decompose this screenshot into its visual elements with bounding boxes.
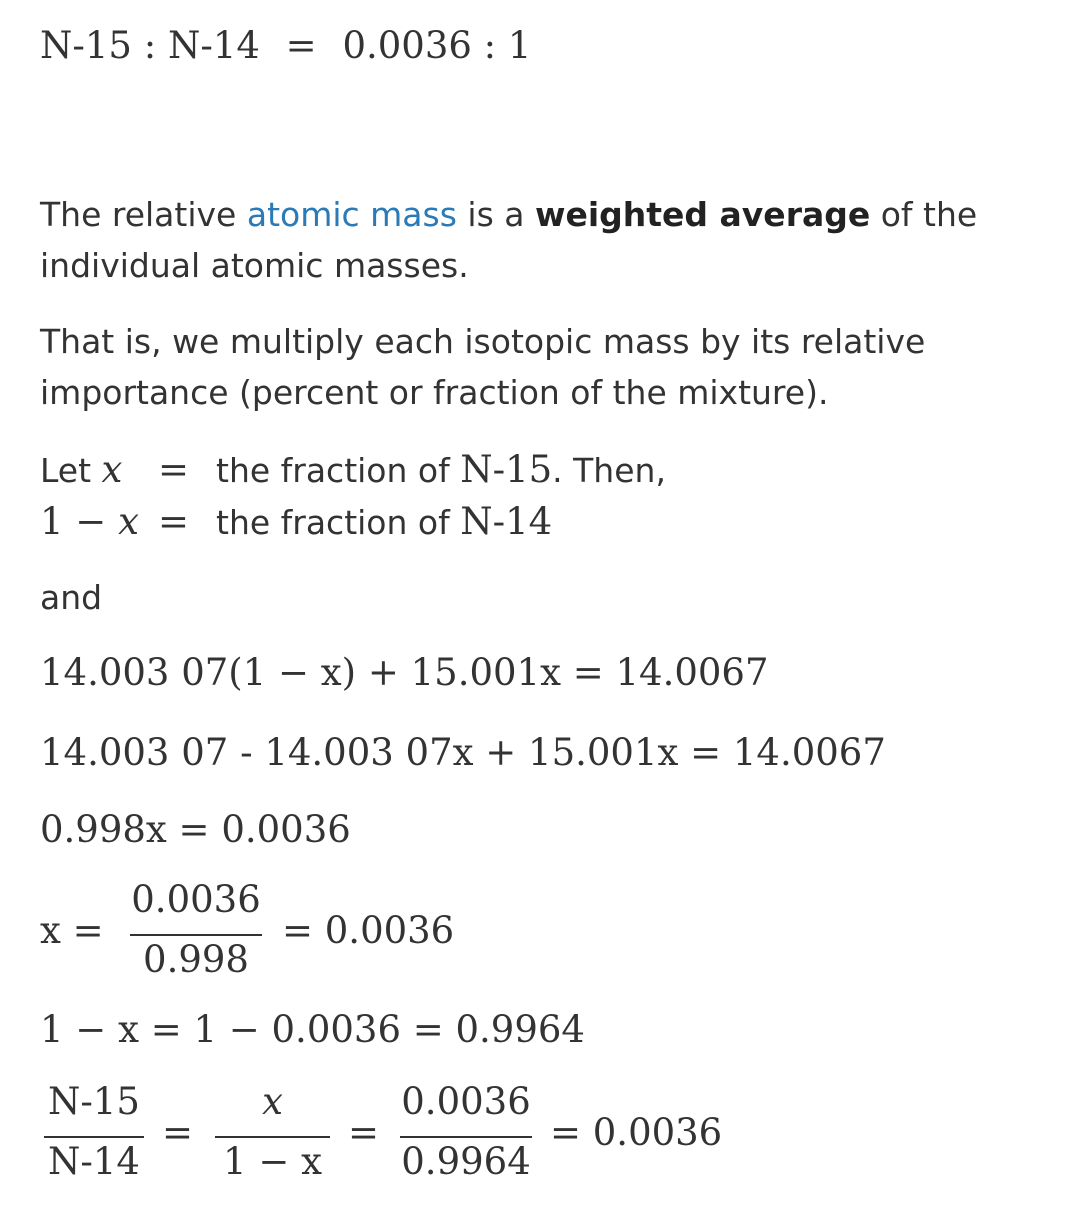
- let-var: x: [118, 500, 139, 543]
- let-tail: . Then,: [552, 451, 666, 490]
- fraction-denominator: 1 − x: [223, 1140, 322, 1183]
- atomic-mass-link[interactable]: atomic mass: [246, 195, 457, 234]
- eq4-lhs: x =: [40, 909, 104, 952]
- text-span: of the: [870, 195, 978, 234]
- eq6-rhs: = 0.0036: [550, 1111, 723, 1154]
- fraction-numerator: N-15: [48, 1080, 140, 1123]
- eq6-fraction-isotopes: [44, 1080, 144, 1190]
- ratio-equation: [40, 24, 531, 67]
- eq4-fraction: [130, 878, 262, 988]
- paragraph-multiply: [40, 316, 925, 418]
- let-row-1: [40, 444, 666, 496]
- fraction-bar: [44, 1136, 144, 1138]
- let-equals: =: [158, 500, 190, 543]
- eq6-equals-a: =: [162, 1111, 194, 1154]
- equation-5: 1 − x = 1 − 0.0036 = 0.9964: [40, 1008, 585, 1051]
- let-row-2: [40, 496, 553, 548]
- eq4-rhs: = 0.0036: [282, 909, 455, 952]
- fraction-denominator: N-14: [48, 1140, 140, 1183]
- fraction-bar: [215, 1136, 330, 1138]
- eq6-fraction-x: [215, 1080, 330, 1190]
- paragraph-line: importance (percent or fraction of the mixture).: [40, 373, 829, 412]
- ratio-equals: =: [285, 24, 317, 67]
- paragraph-weighted-average: [40, 189, 977, 291]
- let-text: the fraction of: [216, 451, 461, 490]
- let-math: N-14: [460, 500, 553, 543]
- and-text: and: [40, 578, 103, 617]
- ratio-rhs: 0.0036 : 1: [342, 24, 532, 67]
- ratio-lhs: N-15 : N-14: [40, 24, 260, 67]
- paragraph-line: [40, 189, 977, 240]
- fraction-numerator: x: [262, 1080, 283, 1123]
- paragraph-line: individual atomic masses.: [40, 246, 469, 285]
- fraction-bar: [400, 1136, 532, 1138]
- eq6-fraction-values: [400, 1080, 532, 1190]
- let-text: the fraction of: [216, 503, 461, 542]
- text-span: The relative: [40, 195, 247, 234]
- fraction-denominator: 0.998: [143, 938, 249, 981]
- bold-weighted-average: weighted average: [534, 195, 871, 234]
- let-var: x: [101, 448, 123, 491]
- let-lead: Let: [40, 451, 102, 490]
- let-equals: =: [158, 448, 190, 491]
- fraction-bar: [130, 934, 262, 936]
- let-lead: 1 −: [40, 500, 119, 543]
- equation-1: 14.003 07(1 − x) + 15.001x = 14.0067: [40, 651, 769, 694]
- fraction-denominator: 0.9964: [401, 1140, 531, 1183]
- text-span: is a: [456, 195, 535, 234]
- fraction-numerator: 0.0036: [131, 878, 261, 921]
- equation-2: 14.003 07 - 14.003 07x + 15.001x = 14.0067: [40, 731, 886, 774]
- paragraph-line: That is, we multiply each isotopic mass by its relative: [40, 322, 926, 361]
- fraction-numerator: 0.0036: [401, 1080, 531, 1123]
- let-math: N-15: [460, 448, 553, 491]
- equation-3: 0.998x = 0.0036: [40, 808, 351, 851]
- let-definitions: [40, 444, 666, 548]
- eq6-equals-b: =: [348, 1111, 380, 1154]
